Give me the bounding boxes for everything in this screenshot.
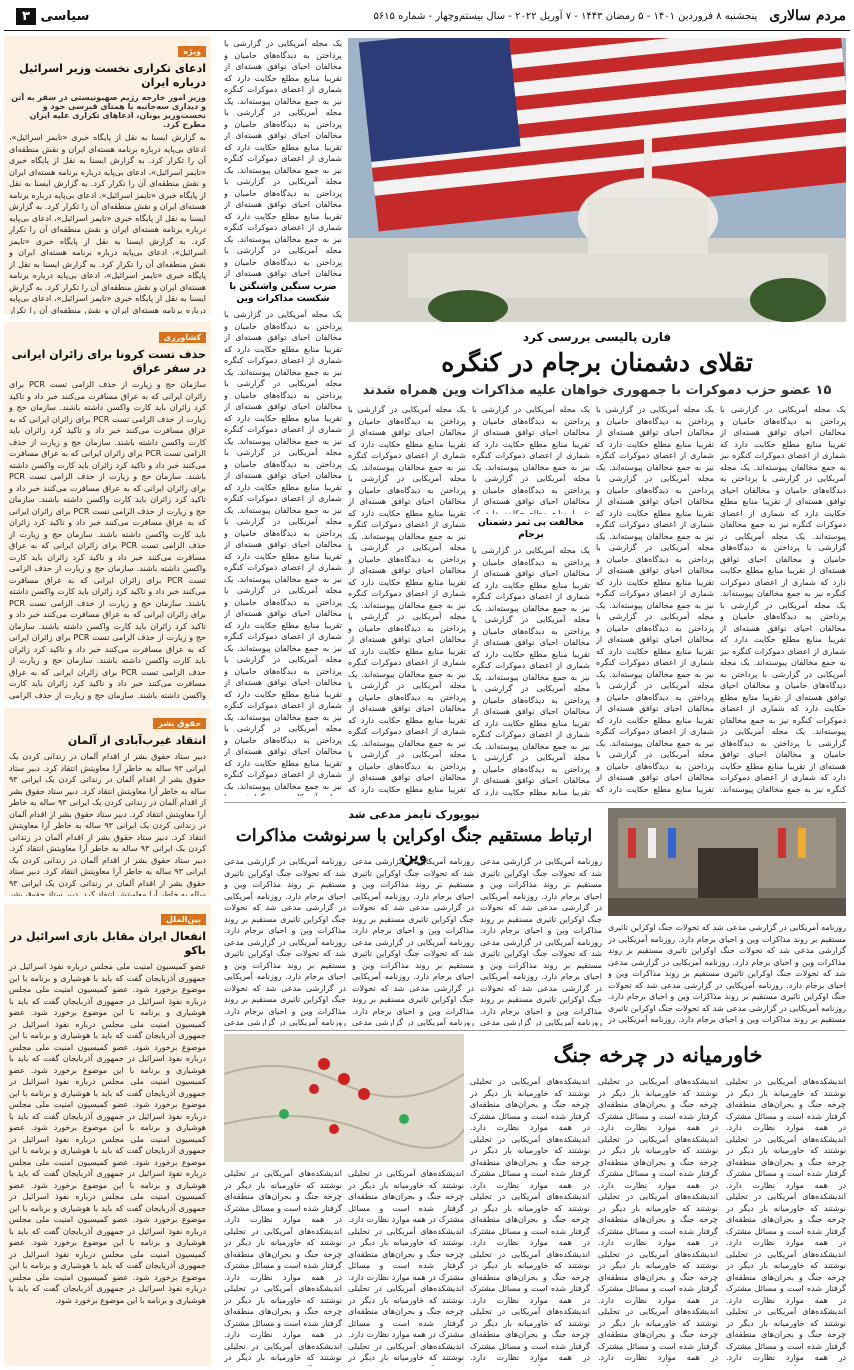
main-article-col-4 (348, 404, 466, 796)
box-lead: وزیر امور خارجه رژیم صهیونیستی در سفر به آتن و دیداری سه‌جانبه با همتای قبرسی خود و نخست‌وزیر یونان، ادعاهای تکراری علیه ایران مطرح کرد. (11, 93, 206, 129)
main-subhead: ۱۵ عضو حزب دموکرات با جمهوری خواهان علیه مذاکرات وین همراه شدند (362, 383, 832, 398)
hotel-illustration (608, 808, 846, 916)
masthead (4, 4, 850, 28)
me-col-1 (470, 1076, 590, 1366)
box-body (9, 379, 206, 700)
main-article-col-1 (720, 404, 846, 796)
main-article-col-3 (472, 404, 590, 796)
ny-col-2 (352, 856, 474, 1026)
me-col-3 (726, 1076, 846, 1366)
map-illustration (224, 1034, 464, 1162)
news-box-1 (4, 36, 211, 314)
ny-overtitle: نیویورک تایمز مدعی شد (348, 808, 480, 821)
section-name: سیاسی (40, 8, 90, 24)
article-text (472, 404, 590, 514)
issue-info: پنجشنبه ۸ فروردین ۱۴۰۱ - ۵ رمضان ۱۴۴۳ - ۷ آوریل ۲۰۲۲ - سال بیستم‌وچهار - شماره ۵۶۱۵ (373, 10, 758, 22)
newspaper-logo: مردم سالاری (769, 8, 846, 24)
ny-col-1 (224, 856, 346, 1026)
box-body (9, 751, 206, 896)
me-col-4 (224, 1168, 342, 1366)
header-rule (4, 30, 850, 31)
box-tag: بین‌الملل (161, 914, 206, 925)
box-title: انتقاد غیرب‌آبادی از آلمان (67, 734, 206, 747)
page-number: ۳ (16, 8, 36, 25)
inline-subhead: ضرب سنگین واشنگتن با شکست مذاکرات وین (229, 282, 337, 304)
box-body (9, 961, 206, 1306)
article-text (224, 38, 342, 278)
ny-col-4 (608, 922, 846, 1026)
main-overtitle: فارن پالیسی بررسی کرد (522, 330, 672, 344)
news-box-3 (4, 708, 211, 896)
me-col-2 (598, 1076, 718, 1366)
me-col-5 (348, 1168, 464, 1366)
article-text (224, 309, 342, 796)
box-tag: ویژه (178, 46, 206, 57)
news-box-2 (4, 322, 211, 700)
divider (224, 1030, 846, 1031)
ny-col-3 (480, 856, 602, 1026)
capitol-flag-photo (348, 38, 846, 322)
ny-headline: ارتباط مستقیم جنگ اوکراین با سرنوشت مذاکرات وین (235, 826, 593, 866)
me-headline: خاورمیانه در چرخه جنگ (553, 1042, 763, 1067)
box-body (9, 132, 206, 314)
divider (224, 802, 846, 803)
main-headline: تقلای دشمنان برجام در کنگره (441, 348, 753, 377)
article-text (472, 545, 590, 796)
box-title: انفعال ایران مقابل بازی اسرائیل در باکو (10, 930, 206, 957)
box-tag: کشاورزی (159, 332, 206, 343)
news-box-4 (4, 904, 211, 1366)
main-article-col-2 (596, 404, 714, 796)
vienna-hotel-photo (608, 808, 846, 916)
inline-subhead: مخالفت بی ثمر دشمنان برجام (478, 518, 584, 540)
left-column (4, 36, 211, 1366)
box-title: حذف تست کرونا برای زائران ایرانی در سفر عراق (11, 348, 206, 375)
map-game-photo (224, 1034, 464, 1162)
capitol-illustration (348, 38, 846, 322)
main-article-col-5 (224, 38, 342, 796)
section-label (4, 8, 89, 25)
box-tag: حقوق بشر (153, 718, 206, 729)
box-title: ادعای تکراری نخست وزیر اسرائیل درباره ایران (19, 62, 206, 89)
